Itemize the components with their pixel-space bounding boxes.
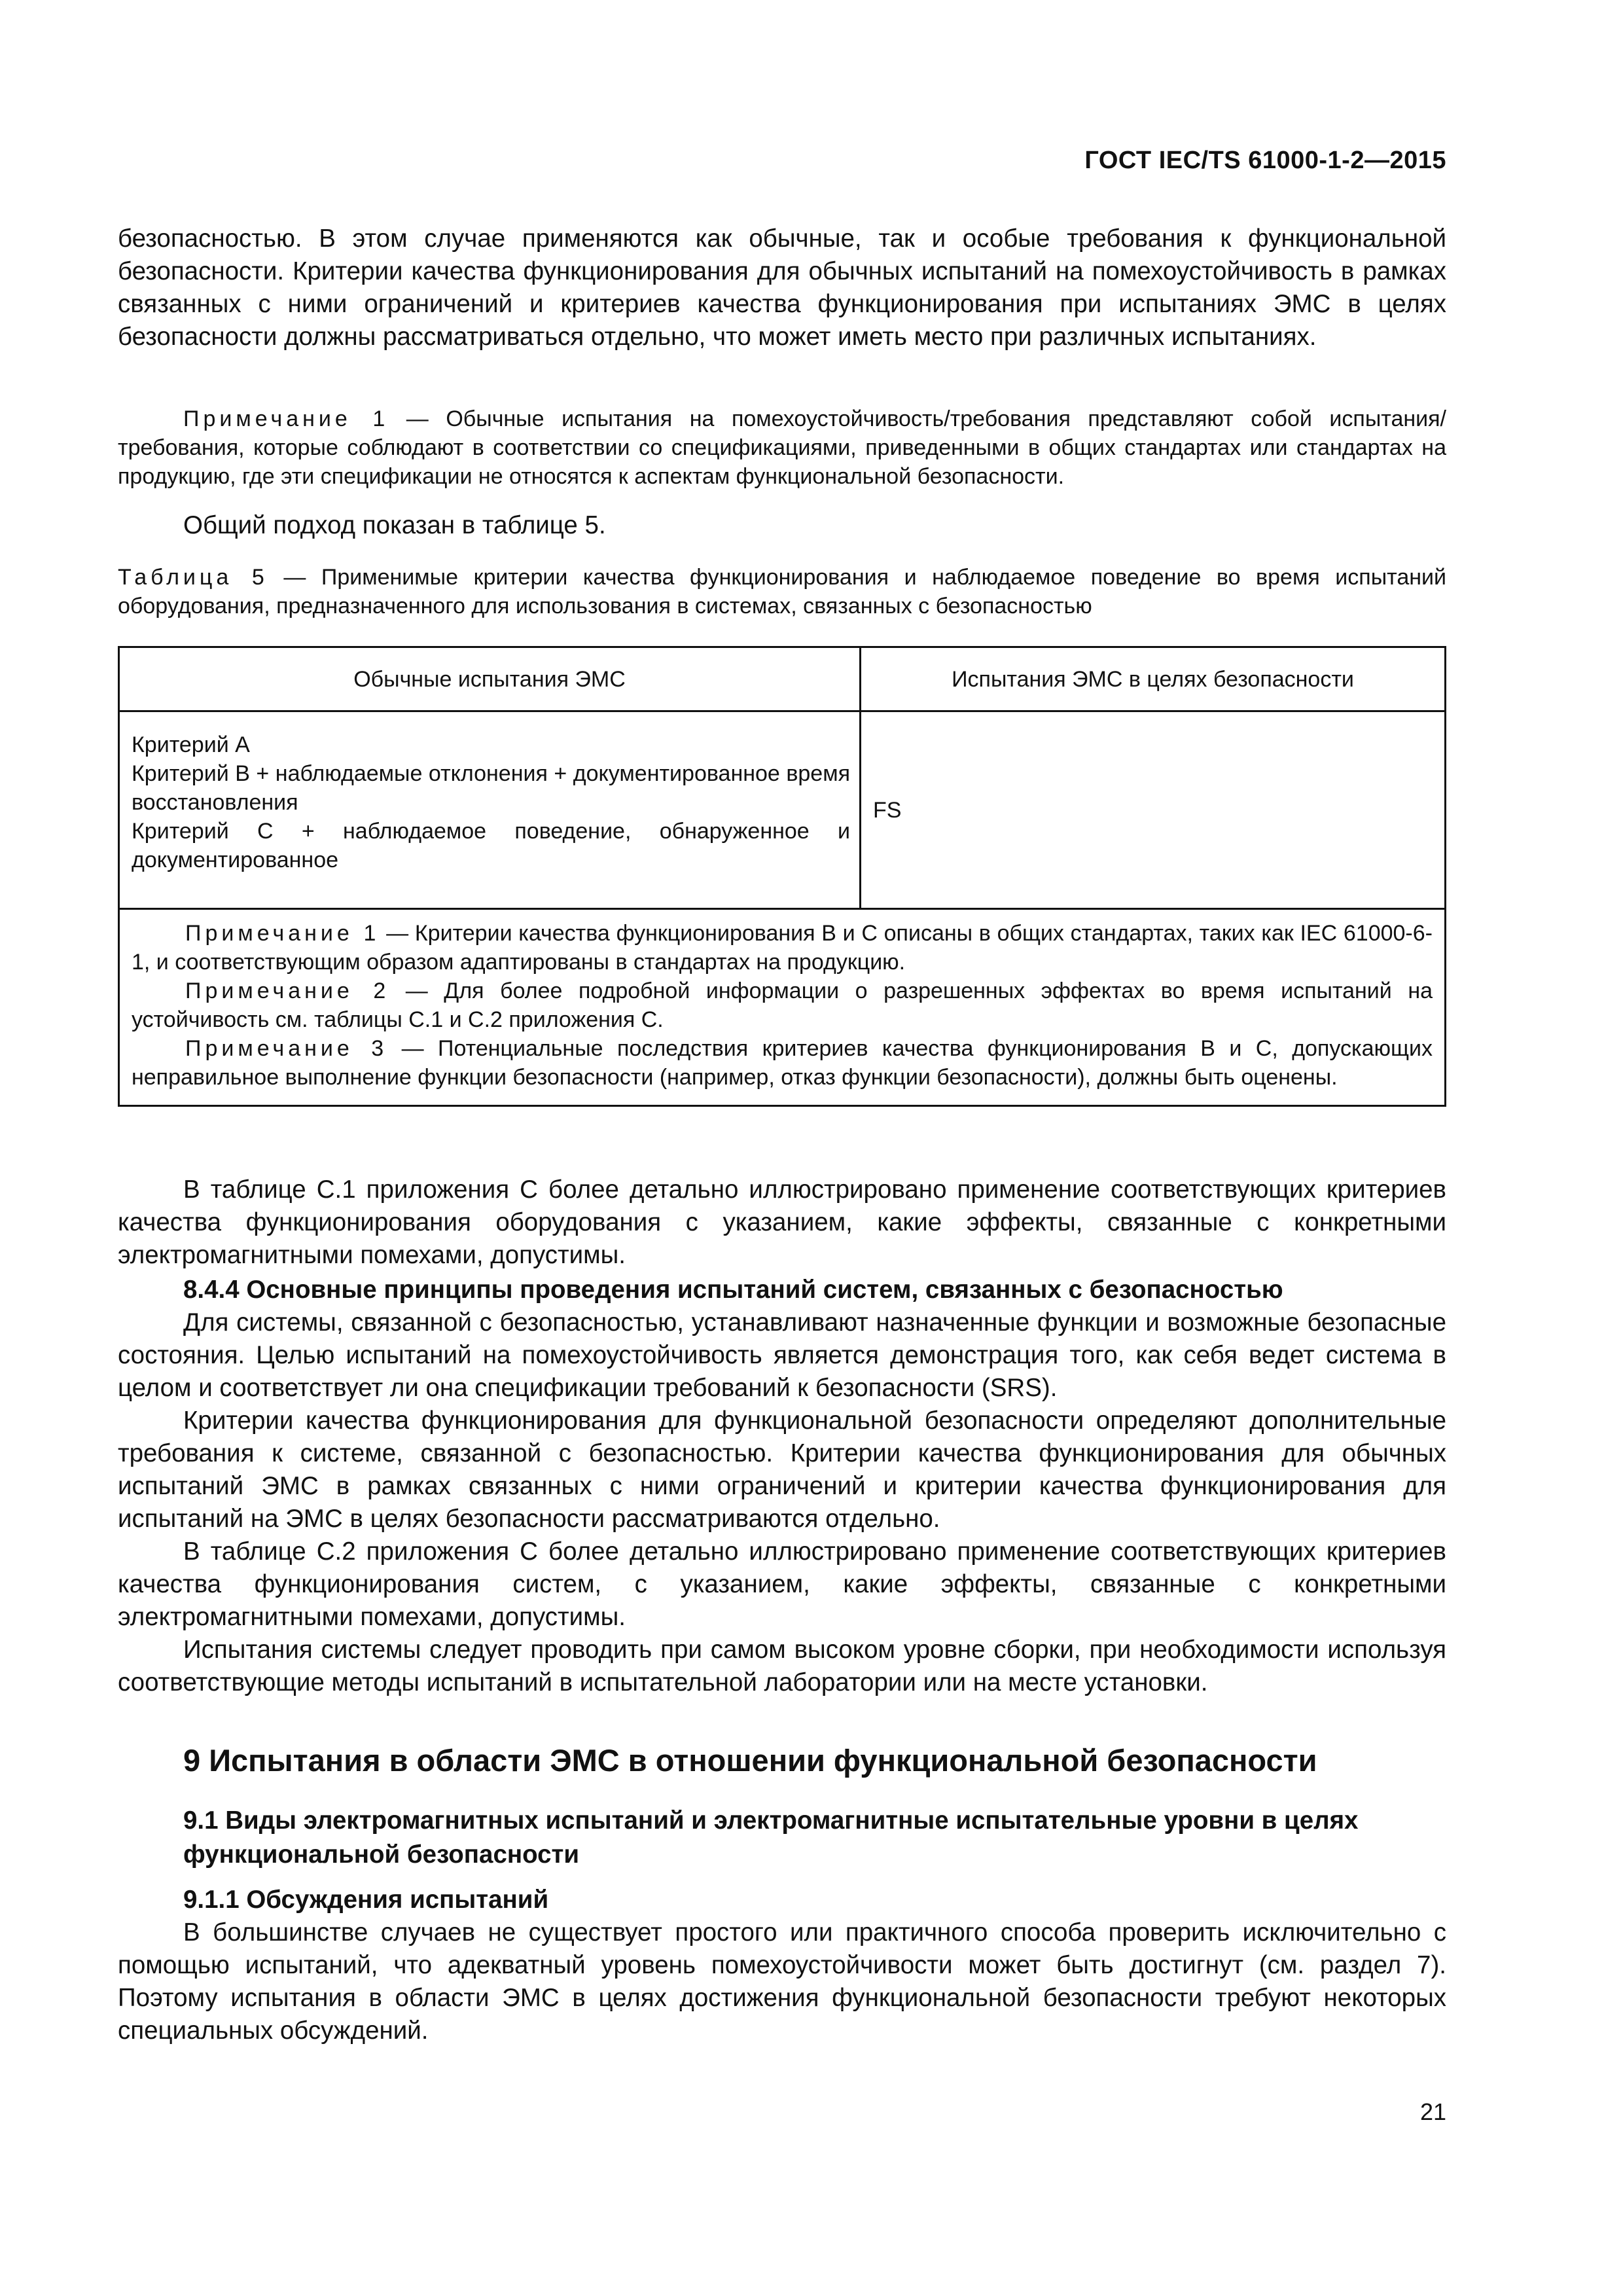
criterion-b: Критерий В + наблюдаемые отклонения + документированное время восстановления [132, 761, 850, 815]
para-table-c1: В таблице С.1 приложения С более детально иллюстрировано применение соответствующих критериев качества функционирования оборудования с указанием, какие эффекты, связанные с конкретными электромагнитными помехами, допустимы. [118, 1175, 1446, 1269]
table-5 [118, 646, 1446, 1107]
section-8-4-4-p3: В таблице С.2 приложения С более детально иллюстрировано применение соответствующих критериев качества функционирования систем, с указанием, какие эффекты, связанные с конкретными электромагнитными помехами, допустимы. [118, 1537, 1446, 1631]
section-8-4-4-title: 8.4.4 Основные принципы проведения испытаний систем, связанных с безопасностью [183, 1276, 1283, 1304]
section-8-4-4-p2: Критерии качества функционирования для функциональной безопасности определяют дополнительные требования к системе, связанной с безопасностью. Критерии качества функционирования для обычных испытаний ЭМС в рамках связанных с ними ограничений и критерии качества функционирования для испытаний на ЭМС в целях безопасности рассматриваются отдельно. [118, 1407, 1446, 1533]
section-9-1-1-p1: В большинстве случаев не существует простого или практичного способа проверить исключительно с помощью испытаний, что адекватный уровень помехоустойчивости может быть достигнут (см. раздел 7). Поэтому испытания в области ЭМС в целях достижения функциональной безопасности требуют некоторых специальных обсуждений. [118, 1918, 1446, 2045]
general-approach-text: Общий подход показан в таблице 5. [183, 511, 606, 539]
table-5-note-2 [132, 977, 1433, 1034]
table-5-note-1-text: — Критерии качества функционирования В и С описаны в общих стандартах, таких как IEC 61000-6-1, и соответствующим образом адаптированы в стандартах на продукцию. [132, 921, 1433, 975]
table-5-note-2-label: Примечание 2 [185, 978, 390, 1003]
note-1-text: — Обычные испытания на помехоустойчивость/требования представляют собой испытания/требования, которые соблюдают в соответствии со спецификациями, приведенными в общих стандартах или стандартах на продукцию, где эти спецификации не относятся к аспектам функциональной безопасности. [118, 406, 1446, 489]
table-5-caption-label: Таблица 5 [118, 565, 268, 590]
table-5-note-3-label: Примечание 3 [185, 1036, 388, 1061]
table-5-caption [118, 563, 1446, 620]
page-header: ГОСТ IEC/TS 61000-1-2—2015 [1084, 147, 1446, 174]
section-9-1-1-title: 9.1.1 Обсуждения испытаний [183, 1886, 549, 1914]
table-5-notes-cell [119, 909, 1446, 1106]
note-1 [118, 404, 1446, 491]
table-5-note-1-label: Примечание 1 [185, 921, 380, 946]
table-5-header-col1: Обычные испытания ЭМС [119, 647, 861, 711]
table-5-note-1 [132, 919, 1433, 977]
table-5-criteria-cell [119, 711, 861, 909]
table-5-caption-text: — Применимые критерии качества функционирования и наблюдаемое поведение во время испытаний оборудования, предназначенного для использования в системах, связанных с безопасностью [118, 565, 1446, 619]
section-8-4-4-p4: Испытания системы следует проводить при самом высоком уровне сборки, при необходимости используя соответствующие методы испытаний в испытательной лаборатории или на месте установки. [118, 1636, 1446, 1696]
table-5-note-3 [132, 1034, 1433, 1092]
table-5-note-3-text: — Потенциальные последствия критериев качества функционирования В и С, допускающих неправильное выполнение функции безопасности (например, отказ функции безопасности), должны быть оценены. [132, 1036, 1433, 1090]
section-9-title: 9 Испытания в области ЭМС в отношении функциональной безопасности [183, 1743, 1317, 1778]
criterion-c: Критерий С + наблюдаемое поведение, обнаруженное и документированное [132, 819, 850, 872]
intro-paragraph: безопасностью. В этом случае применяются как обычные, так и особые требования к функциональной безопасности. Критерии качества функционирования для обычных испытаний на помехоустойчивость в рамках связанных с ними ограничений и критериев качества функционирования при испытаниях ЭМС в целях безопасности должны рассматриваться отдельно, что может иметь место при различных испытаниях. [118, 224, 1446, 351]
section-8-4-4-p1: Для системы, связанной с безопасностью, устанавливают назначенные функции и возможные безопасные состояния. Целью испытаний на помехоустойчивость является демонстрация того, как себя ведет система в целом и соответствует ли она спецификации требований к безопасности (SRS). [118, 1308, 1446, 1402]
note-1-label: Примечание 1 [183, 406, 389, 431]
page-number: 21 [1419, 2098, 1446, 2125]
section-9-1-title: 9.1 Виды электромагнитных испытаний и электромагнитные испытательные уровни в целях функциональной безопасности [183, 1806, 1359, 1869]
table-5-header-col2: Испытания ЭМС в целях безопасности [861, 647, 1446, 711]
criterion-a: Критерий А [132, 732, 250, 757]
table-5-note-2-text: — Для более подробной информации о разрешенных эффектах во время испытаний на устойчивость см. таблицы С.1 и С.2 приложения С. [132, 978, 1433, 1032]
table-5-safety-cell: FS [861, 711, 1446, 909]
